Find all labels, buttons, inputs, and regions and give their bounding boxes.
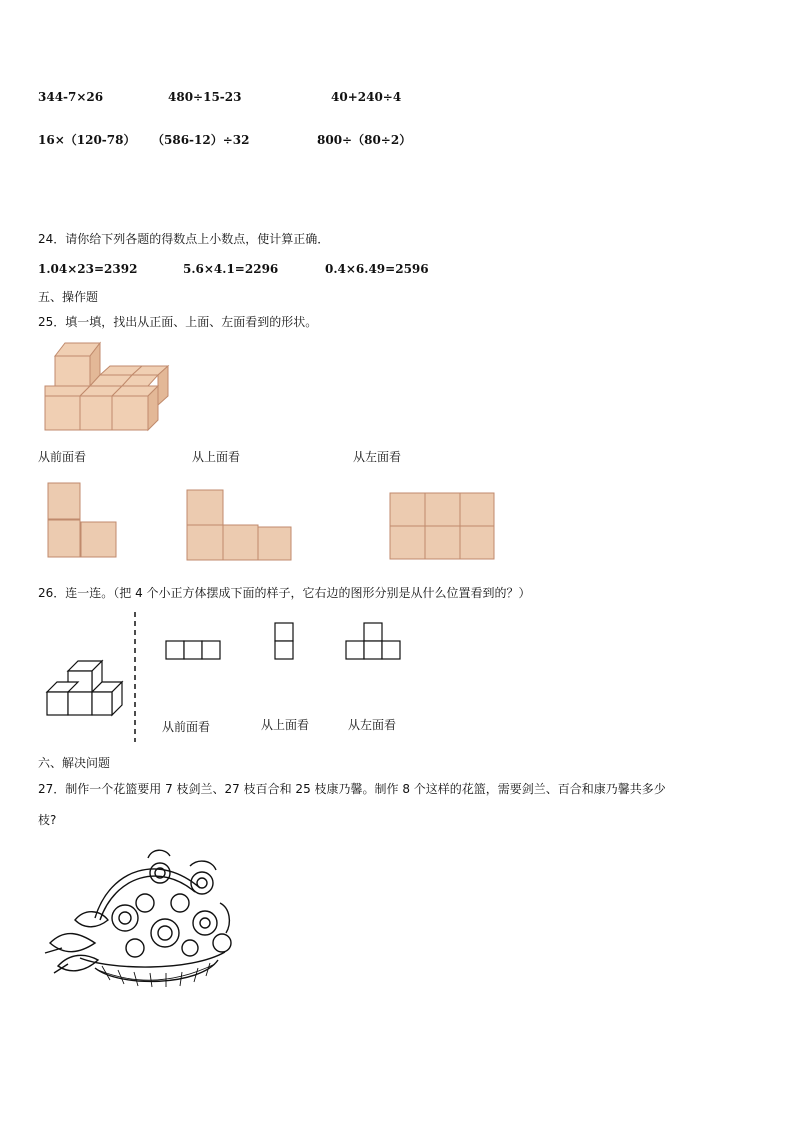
q26-label-top: 从上面看 xyxy=(261,718,310,732)
q24-item-2: 5.6×4.1=2296 xyxy=(183,262,279,276)
flower-basket-illustration xyxy=(40,848,235,993)
q26-cube-model xyxy=(44,658,124,720)
q24-item-3: 0.4×6.49=2596 xyxy=(325,262,429,276)
q26-label-left: 从左面看 xyxy=(348,718,397,732)
section-5-heading: 五、操作题 xyxy=(38,290,99,304)
q26-title: 26．连一连。（把 4 个小正方体摆成下面的样子，它右边的图形分别是从什么位置看到的？） xyxy=(38,586,531,600)
q27-line-2: 枝? xyxy=(38,813,57,827)
calc-4: 16×（120-78） xyxy=(38,133,136,147)
q26-view-row xyxy=(165,640,223,662)
calc-3: 40+240÷4 xyxy=(331,90,402,104)
q25-label-left: 从左面看 xyxy=(353,450,402,464)
section-6-heading: 六、解决问题 xyxy=(38,756,111,770)
q25-left-view xyxy=(389,492,497,562)
dashed-divider xyxy=(133,612,137,742)
q25-top-view xyxy=(186,489,294,563)
q26-view-column xyxy=(274,622,296,662)
calc-5: （586-12）÷32 xyxy=(152,133,250,147)
q25-title: 25．填一填，找出从正面、上面、左面看到的形状。 xyxy=(38,315,318,329)
q25-label-front: 从前面看 xyxy=(38,450,87,464)
q25-label-top: 从上面看 xyxy=(192,450,241,464)
q26-label-front: 从前面看 xyxy=(162,720,211,734)
q25-front-view xyxy=(47,482,119,560)
q25-cube-model xyxy=(40,338,175,436)
q24-title: 24．请你给下列各题的得数点上小数点，使计算正确． xyxy=(38,232,330,246)
q26-view-t-shape xyxy=(345,622,403,662)
q27-line-1: 27．制作一个花篮要用 7 枝剑兰、27 枝百合和 25 枝康乃馨。制作 8 个这样的花篮，需要剑兰、百合和康乃馨共多少 xyxy=(38,782,666,796)
calc-2: 480÷15-23 xyxy=(168,90,242,104)
q24-item-1: 1.04×23=2392 xyxy=(38,262,138,276)
calc-1: 344-7×26 xyxy=(38,90,104,104)
calc-6: 800÷（80÷2） xyxy=(317,133,412,147)
